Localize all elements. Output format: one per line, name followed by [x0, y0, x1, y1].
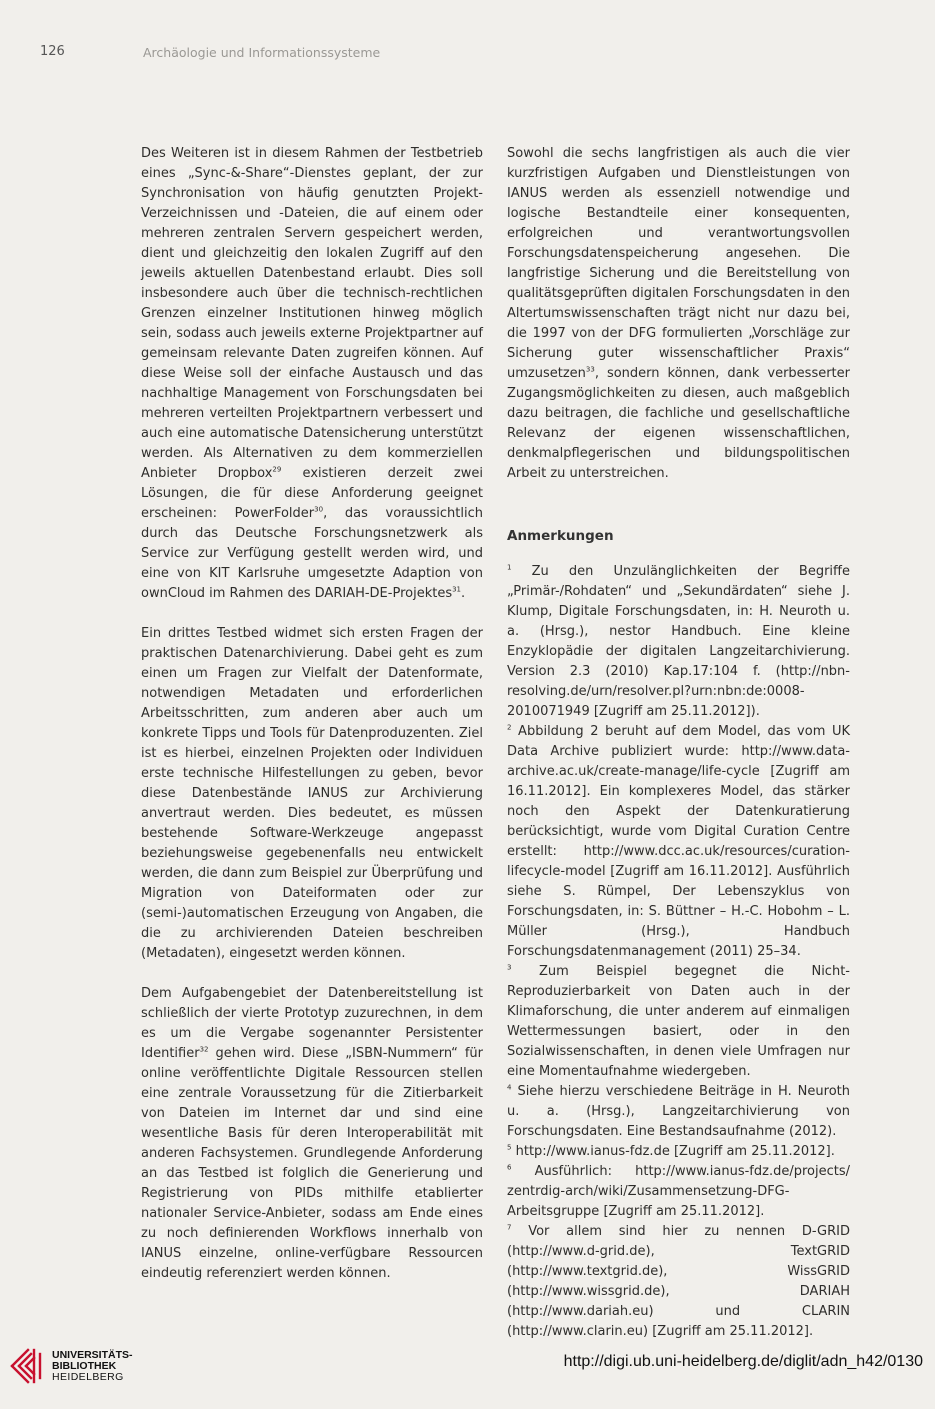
footnote-number: 1	[507, 563, 512, 572]
library-logo	[10, 1346, 133, 1386]
footnote-number: 4	[507, 1083, 512, 1092]
footnote-text: Zum Beispiel begegnet die Nicht-Reproduzierbarkeit von Daten auch in der Klimaforschung, die unter anderem auf einmaligen Wettermessungen basiert, oder in den Sozialwissenschaften, in denen viele Umfragen nur eine Momentaufnahme wiedergeben.	[507, 964, 850, 1079]
footnote-text: Zu den Unzulänglichkeiten der Begriffe „Primär-/Rohdaten“ und „Sekundärdaten“ siehe J. Klump, Digitale Forschungsdaten, in: H. Neuroth u. a. (Hrsg.), nestor Handbuch. Eine kleine Enzyklopädie der digitalen Langzeitarchivierung. Version 2.3 (2010) Kap.17:104 f. (http://nbn-resolving.de/urn/resolver.pl?urn:nbn:de:0008-2010071949 [Zugriff am 25.11.2012]).	[507, 564, 850, 719]
logo-text-line: BIBLIOTHEK	[52, 1359, 117, 1372]
logo-text-line: HEIDELBERG	[52, 1370, 124, 1383]
body-paragraph: Dem Aufgabengebiet der Datenbereitstellung ist schließlich der vierte Prototyp zuzurechnen, in dem es um die Vergabe sogenannter Persistenter Identifier$^{32}$ gehen wird. Diese „ISBN-Nummern“ für online veröffentlichte Digitale Ressourcen stellen eine zentrale Voraussetzung für die Zitierbarkeit von Dateien im Internet dar und sind eine wesentliche Basis für deren Interoperabilität mit anderen Fachsystemen. Grundlegende Anforderung an das Testbed ist folglich die Generierung und Registrierung von PIDs mithilfe etablierter nationaler Service-Anbieter, sodass am Ende eines zu noch definierenden Workflows innerhalb von IANUS einzelne, online-verfügbare Ressourcen eindeutig referenziert werden können.	[141, 986, 483, 1281]
footnote-text: Vor allem sind hier zu nennen D-GRID (http://www.d-grid.de), TextGRID (http://www.textgrid.de), WissGRID (http://www.wissgrid.de), DARIAH (http://www.dariah.eu) und CLARIN (http://www.clarin.eu) [Zugriff am 25.11.2012].	[507, 1224, 850, 1339]
footnote-number: 7	[507, 1223, 512, 1232]
library-logo-icon	[10, 1346, 46, 1386]
body-paragraph: Ein drittes Testbed widmet sich ersten Fragen der praktischen Datenarchivierung. Dabei geht es zum einen um Fragen zur Vielfalt der Datenformate, notwendigen Metadaten und erforderlichen Arbeitsschritten, zum anderen aber auch um konkrete Tipps und Tools für Datenproduzenten. Ziel ist es hierbei, einzelnen Projekten oder Individuen erste technische Hilfestellungen zu geben, bevor diese Datenbestände IANUS zur Archivierung anvertraut werden. Dies bedeutet, es müssen bestehende Software-Werkzeuge angepasst beziehungsweise gegebenenfalls neu entwickelt werden, die dann zum Beispiel zur Überprüfung und Migration von Dateiformaten oder zur (semi-)automatischen Erzeugung von Angaben, die die zu archivierenden Dateien beschreiben (Metadaten), eingesetzt werden können.	[141, 626, 483, 961]
right-column	[507, 144, 850, 1342]
left-column	[141, 144, 483, 1284]
footnote-number: 5	[507, 1143, 512, 1152]
body-paragraph: Sowohl die sechs langfristigen als auch die vier kurzfristigen Aufgaben und Dienstleistungen von IANUS werden als essenziell notwendige und logische Bestandteile einer konsequenten, erfolgreichen und verantwortungsvollen Forschungsdatenspeicherung angesehen. Die langfristige Sicherung und die Bereitstellung von qualitätsgeprüften digitalen Forschungsdaten in den Altertumswissenschaften trägt nicht nur dazu bei, die 1997 von der DFG formulierten „Vorschläge zur Sicherung guter wissenschaftlicher Praxis“ umzusetzen$^{33}$, sondern können, dank verbesserter Zugangsmöglichkeiten zu diesen, auch maßgeblich dazu beitragen, die fachliche und gesellschaftliche Relevanz der eigenen wissenschaftlichen, denkmalpflegerischen und bildungspolitischen Arbeit zu unterstreichen.	[507, 146, 850, 481]
footnote	[507, 1222, 850, 1342]
footnote-text: Ausführlich: http://www.ianus-fdz.de/projects/ zentrdig-arch/wiki/Zusammensetzung-DFG-Arbeitsgruppe [Zugriff am 25.11.2012].	[507, 1164, 850, 1219]
running-title: Archäologie und Informationssysteme	[143, 45, 381, 60]
footnote	[507, 1162, 850, 1222]
footnote-number: 6	[507, 1163, 512, 1172]
footnote-text: Abbildung 2 beruht auf dem Model, das vom UK Data Archive publiziert wurde: http://www.data-archive.ac.uk/create-manage/life-cycle [Zugriff am 16.11.2012]. Ein komplexeres Model, das stärker noch den Aspekt der Datenkuratierung berücksichtigt, wurde vom Digital Curation Centre erstellt: http://www.dcc.ac.uk/resources/curation-lifecycle-model [Zugriff am 16.11.2012]. Ausführlich siehe S. Rümpel, Der Lebenszyklus von Forschungsdaten, in: S. Büttner – H.-C. Hobohm – L. Müller (Hrsg.), Handbuch Forschungsdatenmanagement (2011) 25–34.	[507, 724, 850, 959]
footnote	[507, 962, 850, 1082]
body-paragraph: Des Weiteren ist in diesem Rahmen der Testbetrieb eines „Sync-&-Share“-Dienstes geplant, der zur Synchronisation von häufig genutzten Projekt-Verzeichnissen und -Dateien, die auf einem oder mehreren zentralen Servern gespeichert werden, dient und gleichzeitig den lokalen Zugriff auf den jeweils aktuellen Datenbestand erlaubt. Dies soll insbesondere auch über die technisch-rechtlichen Grenzen einzelner Institutionen hinweg möglich sein, sodass auch jeweils externe Projektpartner auf gemeinsam relevante Daten zugreifen können. Auf diese Weise soll der einfache Austausch und das nachhaltige Management von Forschungsdaten bei mehreren verteilten Projektpartnern verbessert und auch eine automatische Datensicherung unterstützt werden. Als Alternativen zu dem kommerziellen Anbieter Dropbox$^{29}$ existieren derzeit zwei Lösungen, die für diese Anforderung geeignet erscheinen: PowerFolder$^{30}$, das voraussichtlich durch das Deutsche Forschungsnetzwerk als Service zur Verfügung gestellt werden wird, und eine von KIT Karlsruhe umgesetzte Adaption von ownCloud im Rahmen des DARIAH-DE-Projektes$^{31}$.	[141, 146, 483, 601]
page-number: 126	[40, 44, 65, 59]
logo-text-line: UNIVERSITÄTS-	[52, 1348, 133, 1361]
footnote-ref: 29	[272, 465, 282, 474]
footnote-number: 2	[507, 723, 512, 732]
footnote	[507, 1082, 850, 1142]
footnote-ref: 33	[585, 365, 595, 374]
footnote-text: http://www.ianus-fdz.de [Zugriff am 25.11.2012].	[511, 1144, 835, 1159]
footnote-ref: 30	[314, 505, 324, 514]
footnote-text: Siehe hierzu verschiedene Beiträge in H. Neuroth u. a. (Hrsg.), Langzeitarchivierung von Forschungsdaten. Eine Bestandsaufnahme (2012).	[507, 1084, 850, 1139]
footnote	[507, 1142, 850, 1162]
footnote-ref: 31	[452, 585, 462, 594]
footnote	[507, 562, 850, 722]
source-url-link[interactable]: http://digi.ub.uni-heidelberg.de/diglit/adn_h42/0130	[563, 1353, 923, 1370]
notes-list	[507, 562, 850, 1342]
notes-heading: Anmerkungen	[507, 528, 614, 544]
footnote-number: 3	[507, 963, 512, 972]
footnote	[507, 722, 850, 962]
footnote-ref: 32	[199, 1045, 209, 1054]
